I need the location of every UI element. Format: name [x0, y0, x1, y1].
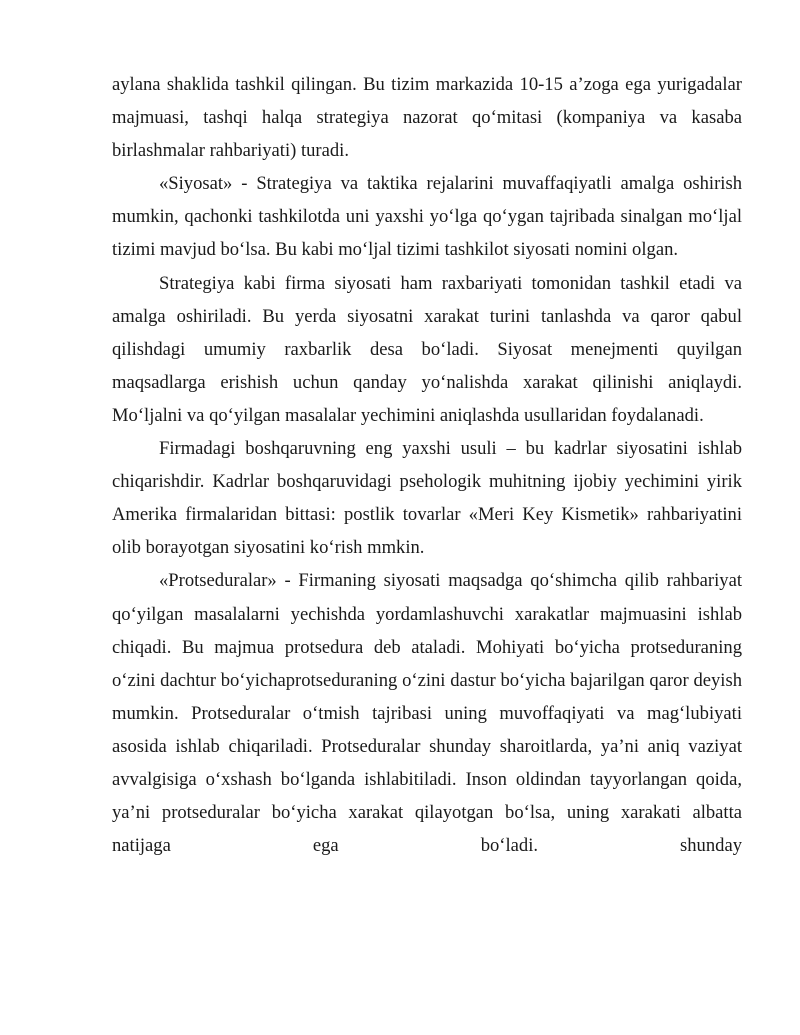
- document-body: [112, 68, 742, 862]
- paragraph-2: «Siyosat» - Strategiya va taktika rejalarini muvaffaqiyatli amalga oshirish mumkin, qachonki tashkilotda uni yaxshi yo‘lga qo‘ygan tajribada sinalgan mo‘ljal tizimi mavjud bo‘lsa. Bu kabi mo‘ljal tizimi tashkilot siyosati nomini olgan.: [112, 173, 742, 261]
- paragraph-5: «Protseduralar» - Firmaning siyosati maqsadga qo‘shimcha qilib rahbariyat qo‘yilgan masalalarni yechishda yordamlashuvchi xarakatlar majmuasini ishlab chiqadi. Bu majmua protsedura deb ataladi. Mohiyati bo‘yicha protseduraning o‘zini dachtur bo‘yichaprotseduraning o‘zini dastur bo‘yicha bajarilgan qaror deyish mumkin. Protseduralar o‘tmish tajribasi uning muvoffaqiyati va mag‘lubiyati asosida ishlab chiqariladi. Protseduralar shunday sharoitlarda, ya’ni aniq vaziyat avvalgisiga o‘xshash bo‘lganda ishlabitiladi. Inson oldindan tayyorlangan qoida, ya’ni protseduralar bo‘yicha xarakat qilayotgan bo‘lsa, uning xarakati albatta natijaga ega bo‘ladi. shunday: [112, 570, 742, 857]
- paragraph-3: Strategiya kabi firma siyosati ham raxbariyati tomonidan tashkil etadi va amalga oshiriladi. Bu yerda siyosatni xarakat turini tanlashda va qaror qabul qilishdagi umumiy raxbarlik desa bo‘ladi. Siyosat menejmenti quyilgan maqsadlarga erishish uchun qanday yo‘nalishda xarakat qilinishi aniqlaydi. Mo‘ljalni va qo‘yilgan masalalar yechimini aniqlashda usullaridan foydalanadi.: [112, 272, 742, 426]
- paragraph-1: aylana shaklida tashkil qilingan. Bu tizim markazida 10-15 a’zoga ega yurigadalar majmuasi, tashqi halqa strategiya nazorat qo‘mitasi (kompaniya va kasaba birlashmalar rahbariyati) turadi.: [112, 74, 742, 162]
- paragraph-4: Firmadagi boshqaruvning eng yaxshi usuli – bu kadrlar siyosatini ishlab chiqarishdir. Kadrlar boshqaruvidagi psehologik muhitning ijobiy yechimini yirik Amerika firmalaridan bittasi: postlik tovarlar «Meri Key Kismetik» rahbariyatini olib borayotgan siyosatini ko‘rish mmkin.: [112, 438, 742, 559]
